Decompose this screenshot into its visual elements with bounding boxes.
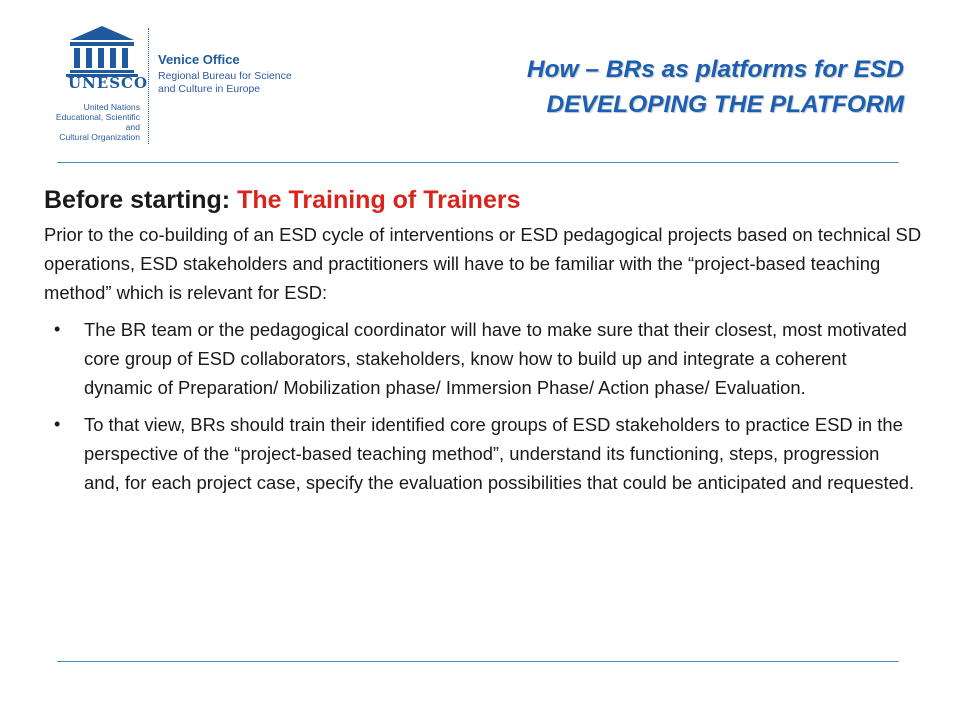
list-item xyxy=(44,315,924,402)
logo-divider xyxy=(148,28,149,144)
org-line: Educational, Scientific and xyxy=(55,112,140,132)
bullet-text: To that view, BRs should train their identified core groups of ESD stakeholders to practice ESD in the perspective of the “project-based teaching method”, understand its functioning, steps, progression and, for each project case, specify the evaluation possibilities that could be anticipated and requested. xyxy=(84,414,915,493)
org-line: Cultural Organization xyxy=(59,132,140,142)
bullet-list xyxy=(44,315,924,497)
temple-column xyxy=(110,48,116,68)
office-subtitle xyxy=(158,70,292,96)
top-divider xyxy=(57,162,899,163)
bottom-divider xyxy=(57,661,899,662)
title-line-2: DEVELOPING THE PLATFORM xyxy=(546,91,904,118)
unesco-logo xyxy=(40,22,330,142)
org-line: United Nations xyxy=(83,102,140,112)
subheading-highlight: The Training of Trainers xyxy=(237,186,521,214)
unesco-acronym: UNESCO xyxy=(68,74,149,92)
un-org-name xyxy=(40,102,140,142)
bullet-icon: • xyxy=(54,414,61,434)
title-line-1: How – BRs as platforms for ESD xyxy=(526,56,904,83)
bullet-text: The BR team or the pedagogical coordinator will have to make sure that their closest, most motivated core group of ESD collaborators, stakeholders, know how to build up and integrate a coherent dynamic of Preparation/ Mobilization phase/ Immersion Phase/ Action phase/ Evaluation. xyxy=(84,319,907,398)
list-item xyxy=(44,410,924,497)
temple-column xyxy=(74,48,80,68)
intro-paragraph: Prior to the co-building of an ESD cycle of interventions or ESD pedagogical projects based on technical SD operations, ESD stakeholders and practitioners will have to be familiar with the “project-based teaching method” which is relevant for ESD: xyxy=(44,224,922,303)
temple-column xyxy=(98,48,104,68)
office-title: Venice Office xyxy=(158,52,240,67)
subheading-prefix: Before starting: xyxy=(44,186,238,214)
temple-column xyxy=(86,48,92,68)
bullet-icon: • xyxy=(54,319,61,339)
temple-column xyxy=(122,48,128,68)
office-sub-line: and Culture in Europe xyxy=(158,83,261,95)
office-sub-line: Regional Bureau for Science xyxy=(158,70,292,82)
slide-body xyxy=(44,180,924,505)
slide-title xyxy=(527,52,904,122)
section-subheading xyxy=(44,180,924,220)
